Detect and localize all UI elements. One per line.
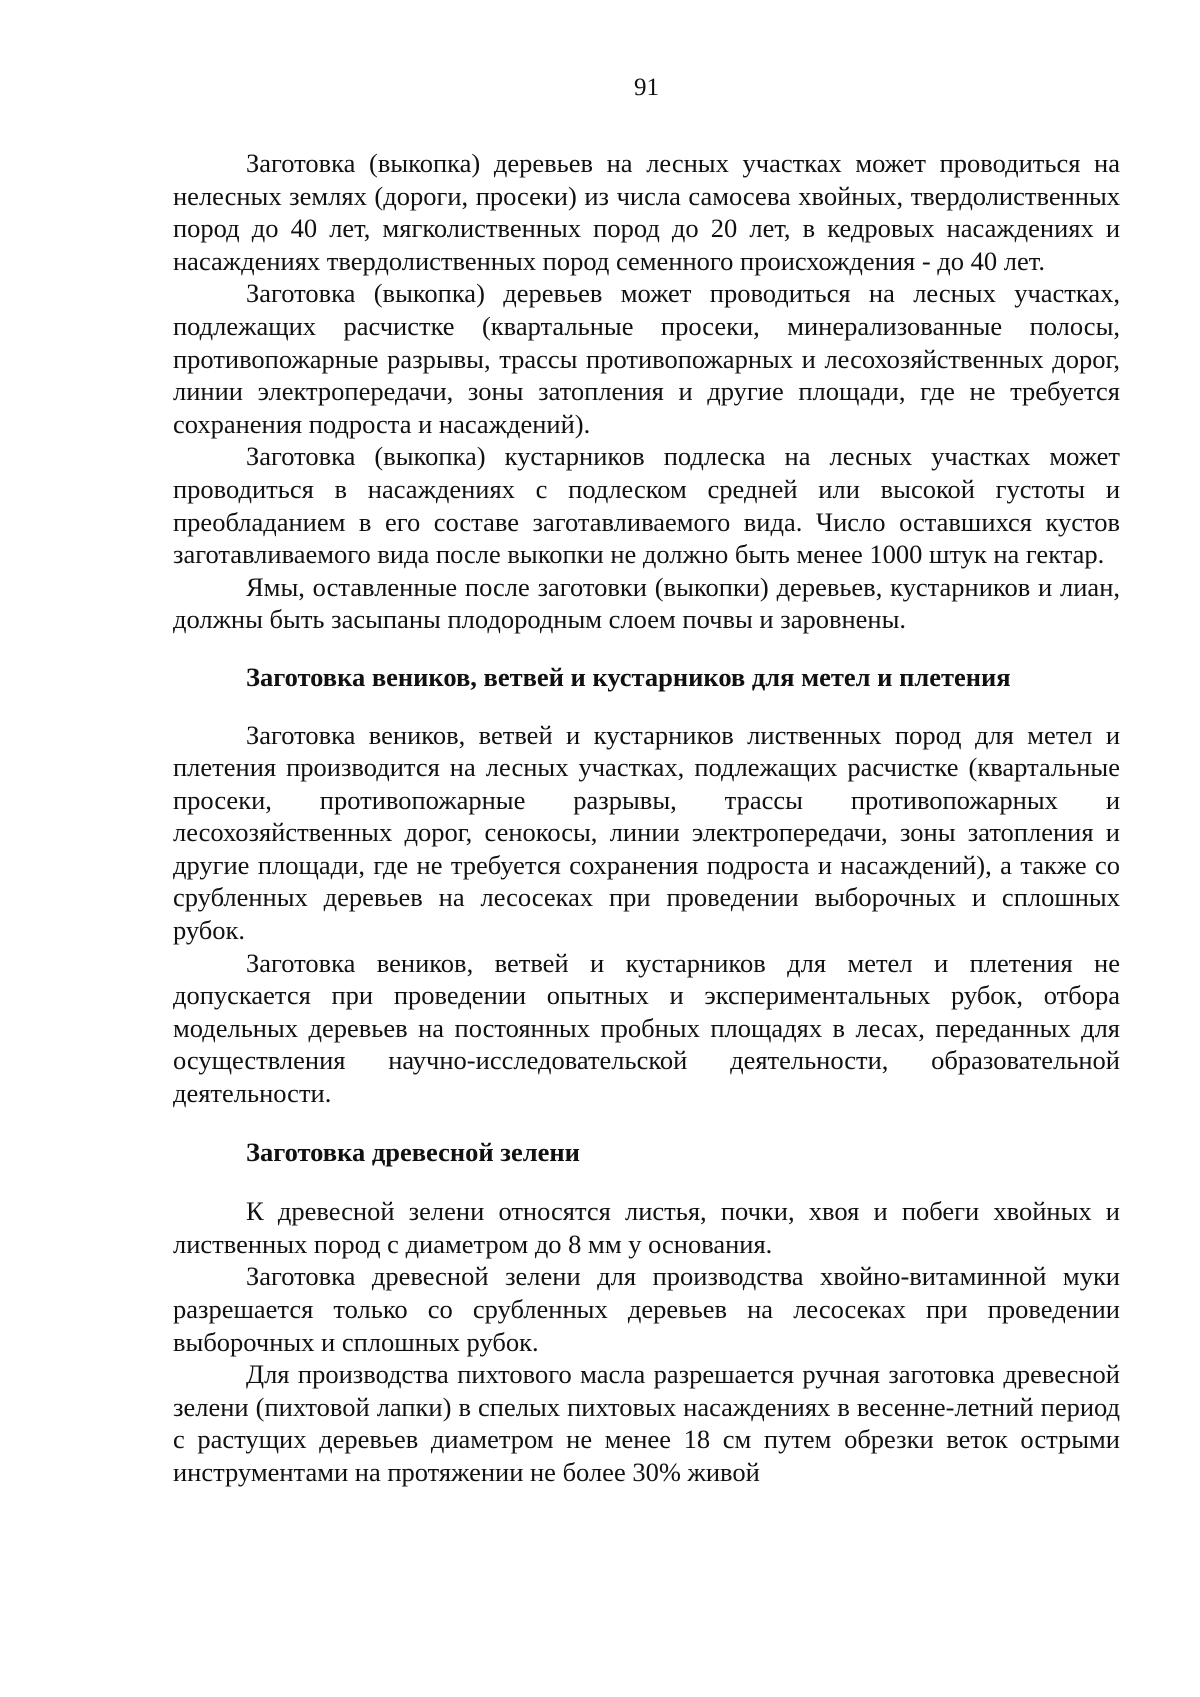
paragraph: Заготовка (выкопка) деревьев на лесных участках может проводиться на нелесных землях (дороги, просеки) из числа самосева хвойных, твердолиственных пород до 40 лет, мягколиственных пород до 20 лет, в кедровых насаждениях и насаждениях твердолиственных пород семенного происхождения - до 40 лет. xyxy=(173,148,1120,276)
paragraph: К древесной зелени относятся листья, почки, хвоя и побеги хвойных и лиственных пород с диаметром до 8 мм у основания. xyxy=(173,1196,1120,1259)
paragraph: Заготовка (выкопка) деревьев может проводиться на лесных участках, подлежащих расчистке (квартальные просеки, минерализованные полосы, противопожарные разрывы, трассы противопожарных и лесохозяйственных дорог, линии электропередачи, зоны затопления и другие площади, где не требуется сохранения подроста и насаждений). xyxy=(173,278,1120,439)
paragraph: Заготовка веников, ветвей и кустарников для метел и плетения не допускается при проведении опытных и экспериментальных рубок, отбора модельных деревьев на постоянных пробных площадях в лесах, переданных для осуществления научно-исследовательской деятельности, образовательной деятельности. xyxy=(173,947,1120,1109)
document-body xyxy=(173,147,1120,1489)
paragraph: Ямы, оставленные после заготовки (выкопки) деревьев, кустарников и лиан, должны быть засыпаны плодородным слоем почвы и заровнены. xyxy=(173,571,1120,635)
page-number: 91 xyxy=(634,74,659,101)
paragraph: Заготовка веников, ветвей и кустарников лиственных пород для метел и плетения производится на лесных участках, подлежащих расчистке (квартальные просеки, противопожарные разрывы, трассы противопожарных и лесохозяйственных дорог, сенокосы, линии электропередачи, зоны затопления и другие площади, где не требуется сохранения подроста и насаждений), а также со срубленных деревьев на лесосеках при проведении выборочных и сплошных рубок. xyxy=(173,719,1120,946)
section-heading: Заготовка древесной зелени xyxy=(246,1136,580,1167)
paragraph: Заготовка древесной зелени для производства хвойно-витаминной муки разрешается только со срубленных деревьев на лесосеках при проведении выборочных и сплошных рубок. xyxy=(173,1261,1120,1357)
paragraph: Заготовка (выкопка) кустарников подлеска на лесных участках может проводиться в насаждениях с подлеском средней или высокой густоты и преобладанием в его составе заготавливаемого вида. Число оставшихся кустов заготавливаемого вида после выкопки не должно быть менее 1000 штук на гектар. xyxy=(173,441,1120,570)
paragraph: Для производства пихтового масла разрешается ручная заготовка древесной зелени (пихтовой лапки) в спелых пихтовых насаждениях в весенне-летний период с растущих деревьев диаметром не менее 18 см путем обрезки веток острыми инструментами на протяжении не более 30% живой xyxy=(173,1359,1120,1487)
section-heading: Заготовка веников, ветвей и кустарников для метел и плетения xyxy=(246,661,1011,692)
